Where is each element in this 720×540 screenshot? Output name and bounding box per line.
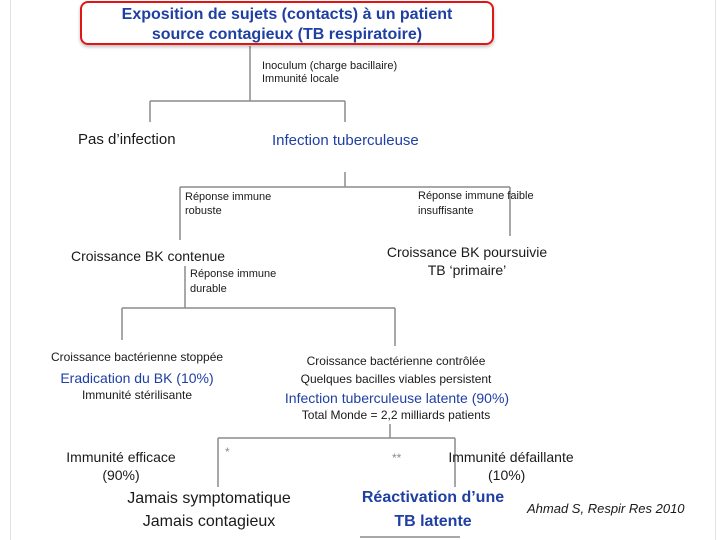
reactivation-line-2: TB latente: [394, 513, 472, 530]
eradication-label: Eradication du BK (10%): [60, 370, 214, 386]
connector-branch3: [122, 308, 395, 346]
citation: Ahmad S, Respir Res 2010: [527, 501, 685, 516]
sterilizing-immunity-label: Immunité stérilisante: [81, 388, 193, 402]
never-symptomatic-label: Jamais symptomatique: [127, 490, 291, 507]
world-total-label: Total Monde = 2,2 milliards patients: [301, 408, 491, 422]
marker-double-asterisk: **: [392, 451, 402, 465]
weak-response-line-1: Réponse immune faible: [418, 190, 534, 202]
failing-immunity-line-2: (10%): [488, 467, 526, 483]
growth-stopped-label: Croissance bactérienne stoppée: [50, 350, 224, 364]
inoculum-line-2: Immunité locale: [262, 73, 340, 85]
growth-contained-label: Croissance BK contenue: [71, 248, 226, 264]
robust-response-line-1: Réponse immune: [185, 191, 272, 203]
growth-continued-line-1: Croissance BK poursuivie: [386, 244, 548, 260]
weak-response-line-2: insuffisante: [418, 205, 474, 217]
failing-immunity-line-1: Immunité défaillante: [448, 449, 574, 465]
growth-continued-line-2: TB ‘primaire’: [427, 262, 507, 278]
tb-infection-label: Infection tuberculeuse: [272, 132, 419, 149]
durable-response-line-1: Réponse immune: [190, 268, 277, 280]
inoculum-line-1: Inoculum (charge bacillaire): [262, 60, 398, 72]
latent-infection-label: Infection tuberculeuse latente (90%): [284, 390, 510, 406]
marker-single-asterisk: *: [225, 445, 230, 459]
viable-bacilli-label: Quelques bacilles viables persistent: [300, 372, 492, 386]
robust-response-line-2: robuste: [185, 205, 222, 217]
effective-immunity-line-1: Immunité efficace: [66, 449, 176, 465]
reactivation-line-1: Réactivation d’une: [361, 489, 505, 506]
connector-branch4: [218, 438, 455, 487]
title-line-2: source contagieux (TB respiratoire): [151, 26, 423, 43]
effective-immunity-line-2: (90%): [102, 467, 140, 483]
title-line-1: Exposition de sujets (contacts) à un patient: [121, 6, 453, 23]
growth-controlled-label: Croissance bactérienne contrôlée: [306, 354, 486, 368]
no-infection-label: Pas d’infection: [78, 131, 176, 148]
never-contagious-label: Jamais contagieux: [142, 513, 276, 530]
durable-response-line-2: durable: [190, 283, 227, 295]
connector-branch1: [150, 101, 345, 122]
